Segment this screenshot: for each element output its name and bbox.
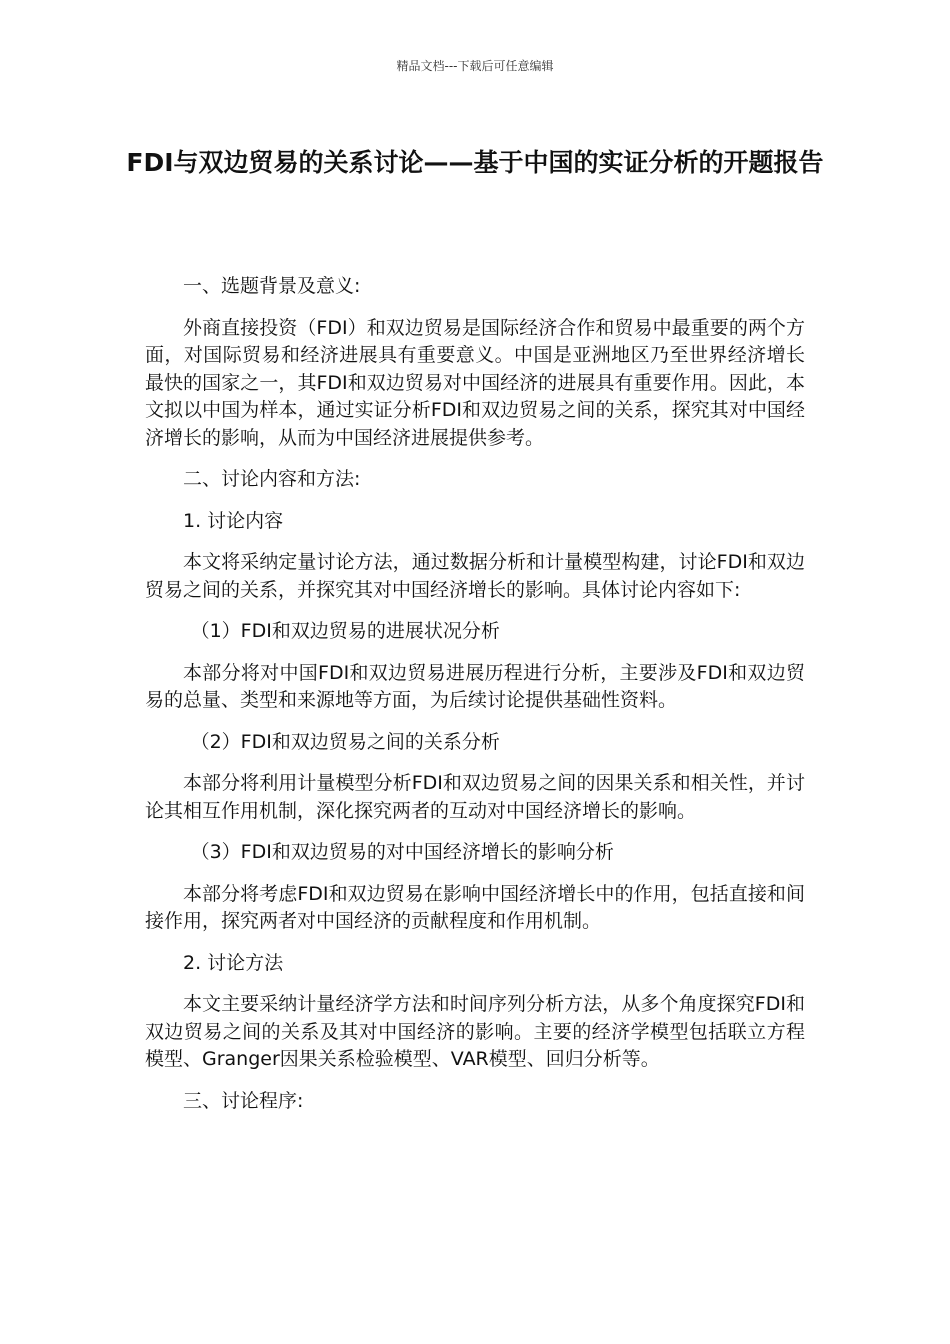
- header-note: 精品文档---下载后可任意编辑: [396, 59, 554, 73]
- item-heading-2: （2）FDI和双边贸易之间的关系分析: [190, 730, 500, 753]
- section-heading-background: 一、选题背景及意义:: [183, 275, 361, 297]
- item-heading-3: （3）FDI和双边贸易的对中国经济增长的影响分析: [190, 841, 614, 863]
- item-heading-1: （1）FDI和双边贸易的进展状况分析: [190, 620, 500, 642]
- paragraph-background: 外商直接投资（FDI）和双边贸易是国际经济合作和贸易中最重要的两个方面，对国际贸易和经济进展具有重要意义。中国是亚洲地区乃至世界经济增长最快的国家之一，其FDI和双边贸易对中国经济的进展具有重要作用。因此，本文拟以中国为样本，通过实证分析FDI和双边贸易之间的关系，探究其对中国经济增长的影响，从而为中国经济进展提供参考。: [145, 316, 805, 449]
- subsection-heading-method: 2. 讨论方法: [183, 951, 284, 974]
- subsection-heading-content: 1. 讨论内容: [183, 509, 284, 532]
- item-paragraph-3: 本部分将考虑FDI和双边贸易在影响中国经济增长中的作用，包括直接和间接作用，探究两者对中国经济的贡献程度和作用机制。: [145, 882, 805, 932]
- document-body: [145, 273, 805, 1129]
- document-title: FDI与双边贸易的关系讨论——基于中国的实证分析的开题报告: [126, 148, 824, 177]
- item-paragraph-1: 本部分将对中国FDI和双边贸易进展历程进行分析，主要涉及FDI和双边贸易的总量、类型和来源地等方面，为后续讨论提供基础性资料。: [145, 661, 805, 711]
- section-heading-content-method: 二、讨论内容和方法:: [183, 468, 361, 490]
- item-paragraph-2: 本部分将利用计量模型分析FDI和双边贸易之间的因果关系和相关性，并讨论其相互作用机制，深化探究两者的互动对中国经济增长的影响。: [145, 772, 805, 822]
- paragraph-method: 本文主要采纳计量经济学方法和时间序列分析方法，从多个角度探究FDI和双边贸易之间的关系及其对中国经济的影响。主要的经济学模型包括联立方程模型、Granger因果关系检验模型、VAR模型、回归分析等。: [145, 993, 805, 1070]
- paragraph-content-intro: 本文将采纳定量讨论方法，通过数据分析和计量模型构建，讨论FDI和双边贸易之间的关系，并探究其对中国经济增长的影响。具体讨论内容如下:: [145, 551, 805, 601]
- section-heading-procedure: 三、讨论程序:: [183, 1089, 304, 1112]
